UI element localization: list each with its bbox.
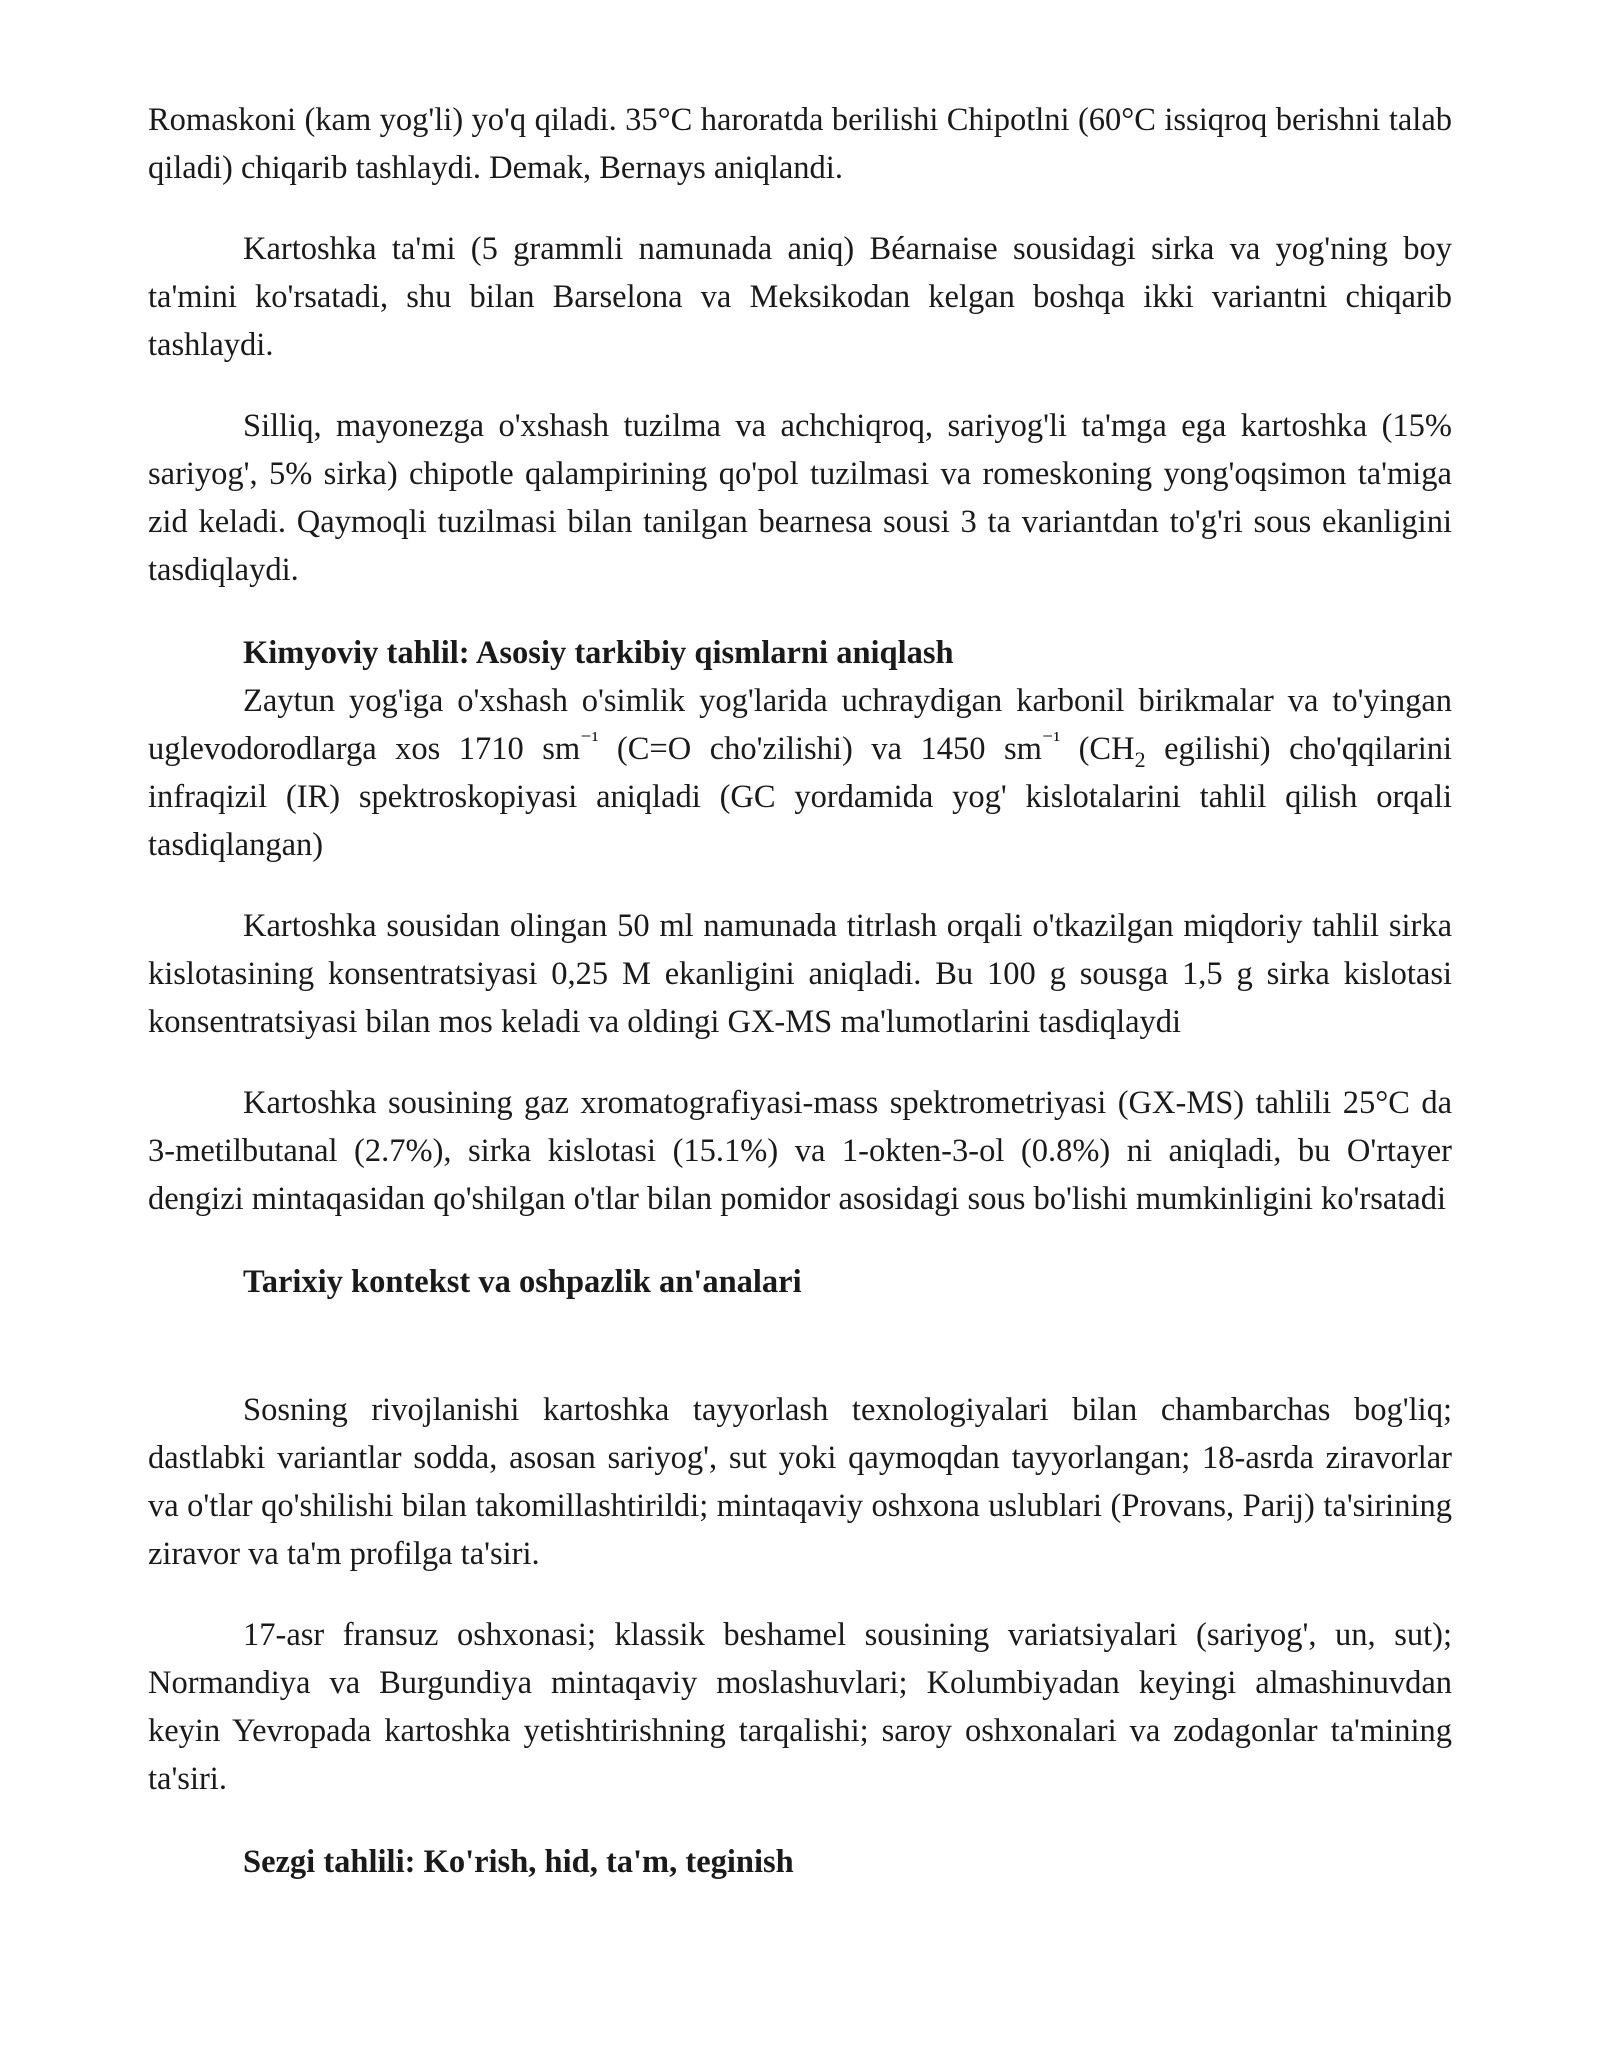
subscript-2: 2 — [1134, 747, 1146, 772]
superscript-1: ⁻¹ — [580, 727, 599, 752]
paragraph-4-text-d: egilishi) cho'qqilarini infraqizil (IR) spektroskopiyasi aniqladi (GC yordamida yog' kislotalarini tahlil qilish orqali tasdiqlangan) — [148, 731, 1453, 863]
document-page — [148, 96, 1452, 1886]
paragraph-5: Kartoshka sousidan olingan 50 ml namunada titrlash orqali o'tkazilgan miqdoriy tahlil sirka kislotasining konsentratsiyasi 0,25 M ekanligini aniqladi. Bu 100 g sousga 1,5 g sirka kislotasi konsentratsiyasi bilan mos keladi va oldingi GX-MS ma'lumotlarini tasdiqlaydi — [148, 908, 1452, 1040]
superscript-2: ⁻¹ — [1041, 727, 1061, 752]
paragraph-4 — [148, 677, 1452, 869]
paragraph-4-text-c: (CH — [1060, 731, 1135, 767]
paragraph-3: Silliq, mayonezga o'xshash tuzilma va achchiqroq, sariyog'li ta'mga ega kartoshka (15% sariyog', 5% sirka) chipotle qalampirining qo'pol tuzilmasi va romeskoning yong'oqsimon ta'miga zid keladi. Qaymoqli tuzilmasi bilan tanilgan bearnesa sousi 3 ta variantdan to'g'ri sous ekanligini tasdiqlaydi. — [148, 408, 1452, 588]
paragraph-4-text-b: (C=O cho'zilishi) va 1450 sm — [598, 731, 1042, 767]
paragraph-1: Romaskoni (kam yog'li) yo'q qiladi. 35°C haroratda berilishi Chipotlni (60°C issiqroq berishni talab qiladi) chiqarib tashlaydi. Demak, Bernays aniqlandi. — [148, 102, 1452, 186]
paragraph-7: Sosning rivojlanishi kartoshka tayyorlash texnologiyalari bilan chambarchas bog'liq; dastlabki variantlar sodda, asosan sariyog', sut yoki qaymoqdan tayyorlangan; 18-asrda ziravorlar va o'tlar qo'shilishi bilan takomillashtirildi; mintaqaviy oshxona uslublari (Provans, Parij) ta'sirining ziravor va ta'm profilga ta'siri. — [148, 1392, 1452, 1572]
paragraph-4-text-a: Zaytun yog'iga o'xshash o'simlik yog'larida uchraydigan karbonil birikmalar va to'yingan uglevodorodlarga xos 1710 sm — [148, 683, 1452, 767]
heading-sensory-analysis: Sezgi tahlili: Ko'rish, hid, ta'm, teginish — [243, 1844, 794, 1880]
paragraph-2: Kartoshka ta'mi (5 grammli namunada aniq) Béarnaise sousidagi sirka va yog'ning boy ta'mini ko'rsatadi, shu bilan Barselona va Meksikodan kelgan boshqa ikki variantni chiqarib tashlaydi. — [148, 231, 1452, 363]
heading-chemical-analysis: Kimyoviy tahlil: Asosiy tarkibiy qismlarni aniqlash — [243, 635, 954, 671]
paragraph-6: Kartoshka sousining gaz xromatografiyasi-mass spektrometriyasi (GX-MS) tahlili 25°C da 3-metilbutanal (2.7%), sirka kislotasi (15.1%) va 1-okten-3-ol (0.8%) ni aniqladi, bu O'rtayer dengizi mintaqasidan qo'shilgan o'tlar bilan pomidor asosidagi sous bo'lishi mumkinligini ko'rsatadi — [148, 1085, 1452, 1217]
heading-historical-context: Tarixiy kontekst va oshpazlik an'analari — [243, 1264, 802, 1300]
paragraph-8: 17-asr fransuz oshxonasi; klassik beshamel sousining variatsiyalari (sariyog', un, sut); Normandiya va Burgundiya mintaqaviy moslashuvlari; Kolumbiyadan keyingi almashinuvdan keyin Yevropada kartoshka yetishtirishning tarqalishi; saroy oshxonalari va zodagonlar ta'mining ta'siri. — [148, 1617, 1452, 1797]
